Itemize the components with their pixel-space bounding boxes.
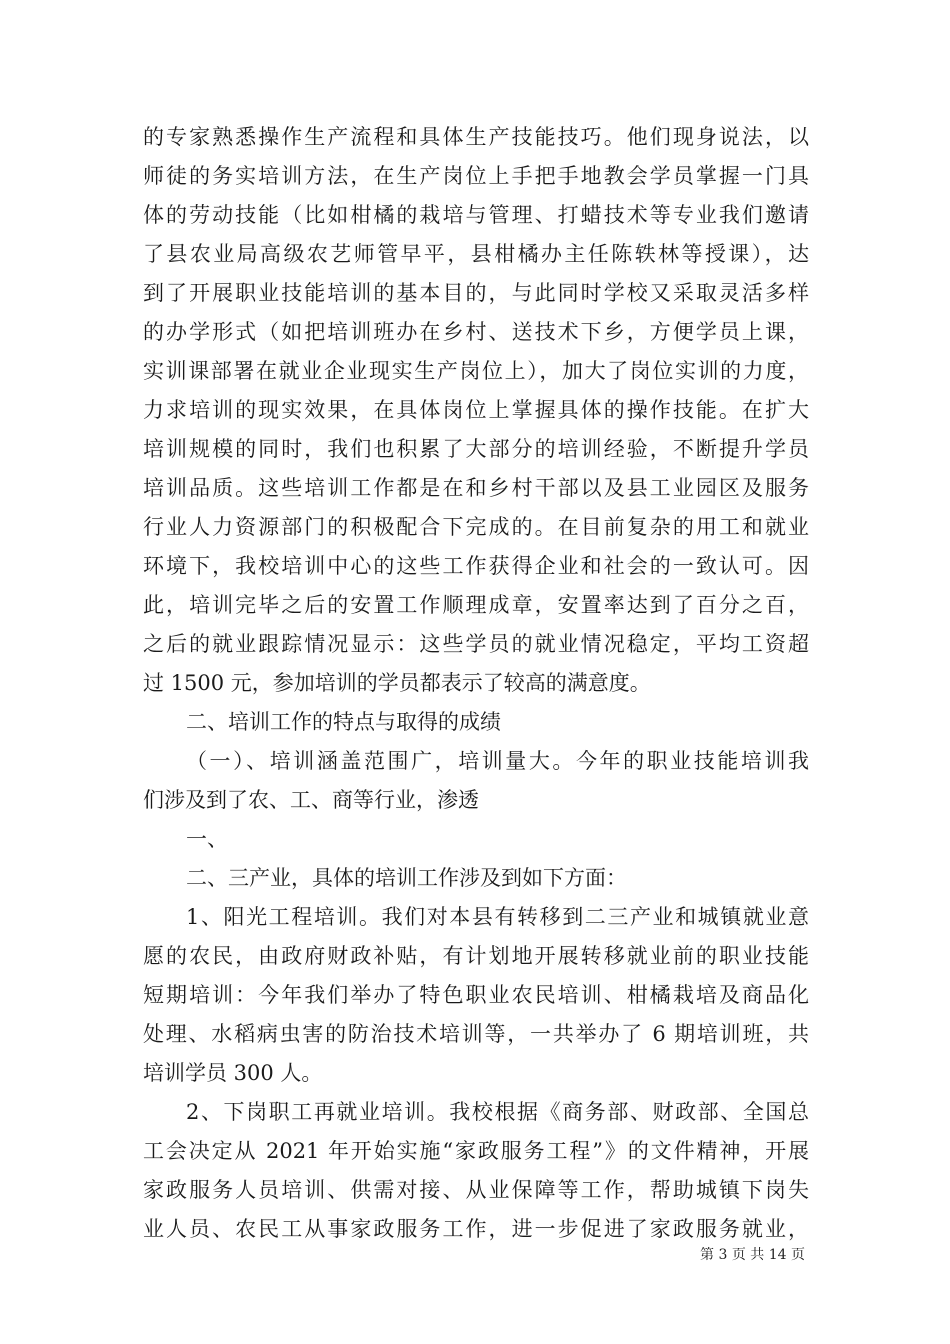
text-line: 业人员、农民工从事家政服务工作，进一步促进了家政服务就业， [143,1217,809,1241]
text-line: 了县农业局高级农艺师管早平，县柑橘办主任陈轶林等授课），达 [143,242,809,266]
text-line: 一、 [186,827,228,851]
text-line: 们涉及到了农、工、商等行业，渗透 [143,788,479,812]
text-line: 过 1500 元，参加培训的学员都表示了较高的满意度。 [143,671,651,695]
text-line: 实训课部署在就业企业现实生产岗位上），加大了岗位实训的力度， [143,359,809,383]
text-line: 力求培训的现实效果，在具体岗位上掌握具体的操作技能。在扩大 [143,398,809,422]
paragraph-start-line: 1、阳光工程培训。我们对本县有转移到二三产业和城镇就业意 [186,905,809,929]
text-line: 培训学员 300 人。 [143,1061,323,1085]
text-line: 师徒的务实培训方法，在生产岗位上手把手地教会学员掌握一门具 [143,164,809,188]
text-line: 处理、水稻病虫害的防治技术培训等，一共举办了 6 期培训班，共 [143,1022,809,1046]
text-line: 的专家熟悉操作生产流程和具体生产技能技巧。他们现身说法，以 [143,125,809,149]
text-line: 到了开展职业技能培训的基本目的，与此同时学校又采取灵活多样 [143,281,809,305]
text-line: 体的劳动技能（比如柑橘的栽培与管理、打蜡技术等专业我们邀请 [143,203,809,227]
text-line: 家政服务人员培训、供需对接、从业保障等工作，帮助城镇下岗失 [143,1178,809,1202]
text-line: 之后的就业跟踪情况显示：这些学员的就业情况稳定，平均工资超 [143,632,809,656]
text-line: 的办学形式（如把培训班办在乡村、送技术下乡，方便学员上课， [143,320,809,344]
section-heading: 二、培训工作的特点与取得的成绩 [186,710,501,734]
body-text [143,118,809,1249]
text-line: 行业人力资源部门的积极配合下完成的。在目前复杂的用工和就业 [143,515,809,539]
text-line: 工会决定从 2021 年开始实施“家政服务工程”》的文件精神，开展 [143,1139,809,1163]
paragraph-start-line: 2、下岗职工再就业培训。我校根据《商务部、财政部、全国总 [186,1100,809,1124]
text-line: 短期培训：今年我们举办了特色职业农民培训、柑橘栽培及商品化 [143,983,809,1007]
text-line: 此，培训完毕之后的安置工作顺理成章，安置率达到了百分之百， [143,593,809,617]
text-line: 培训规模的同时，我们也积累了大部分的培训经验，不断提升学员 [143,437,809,461]
subsection-line: （一）、培训涵盖范围广，培训量大。今年的职业技能培训我 [186,749,809,773]
text-line: 培训品质。这些培训工作都是在和乡村干部以及县工业园区及服务 [143,476,809,500]
page-number: 第 3 页 共 14 页 [700,1247,805,1263]
text-line: 二、三产业，具体的培训工作涉及到如下方面： [186,866,627,890]
text-line: 愿的农民，由政府财政补贴，有计划地开展转移就业前的职业技能 [143,944,809,968]
text-line: 环境下，我校培训中心的这些工作获得企业和社会的一致认可。因 [143,554,809,578]
